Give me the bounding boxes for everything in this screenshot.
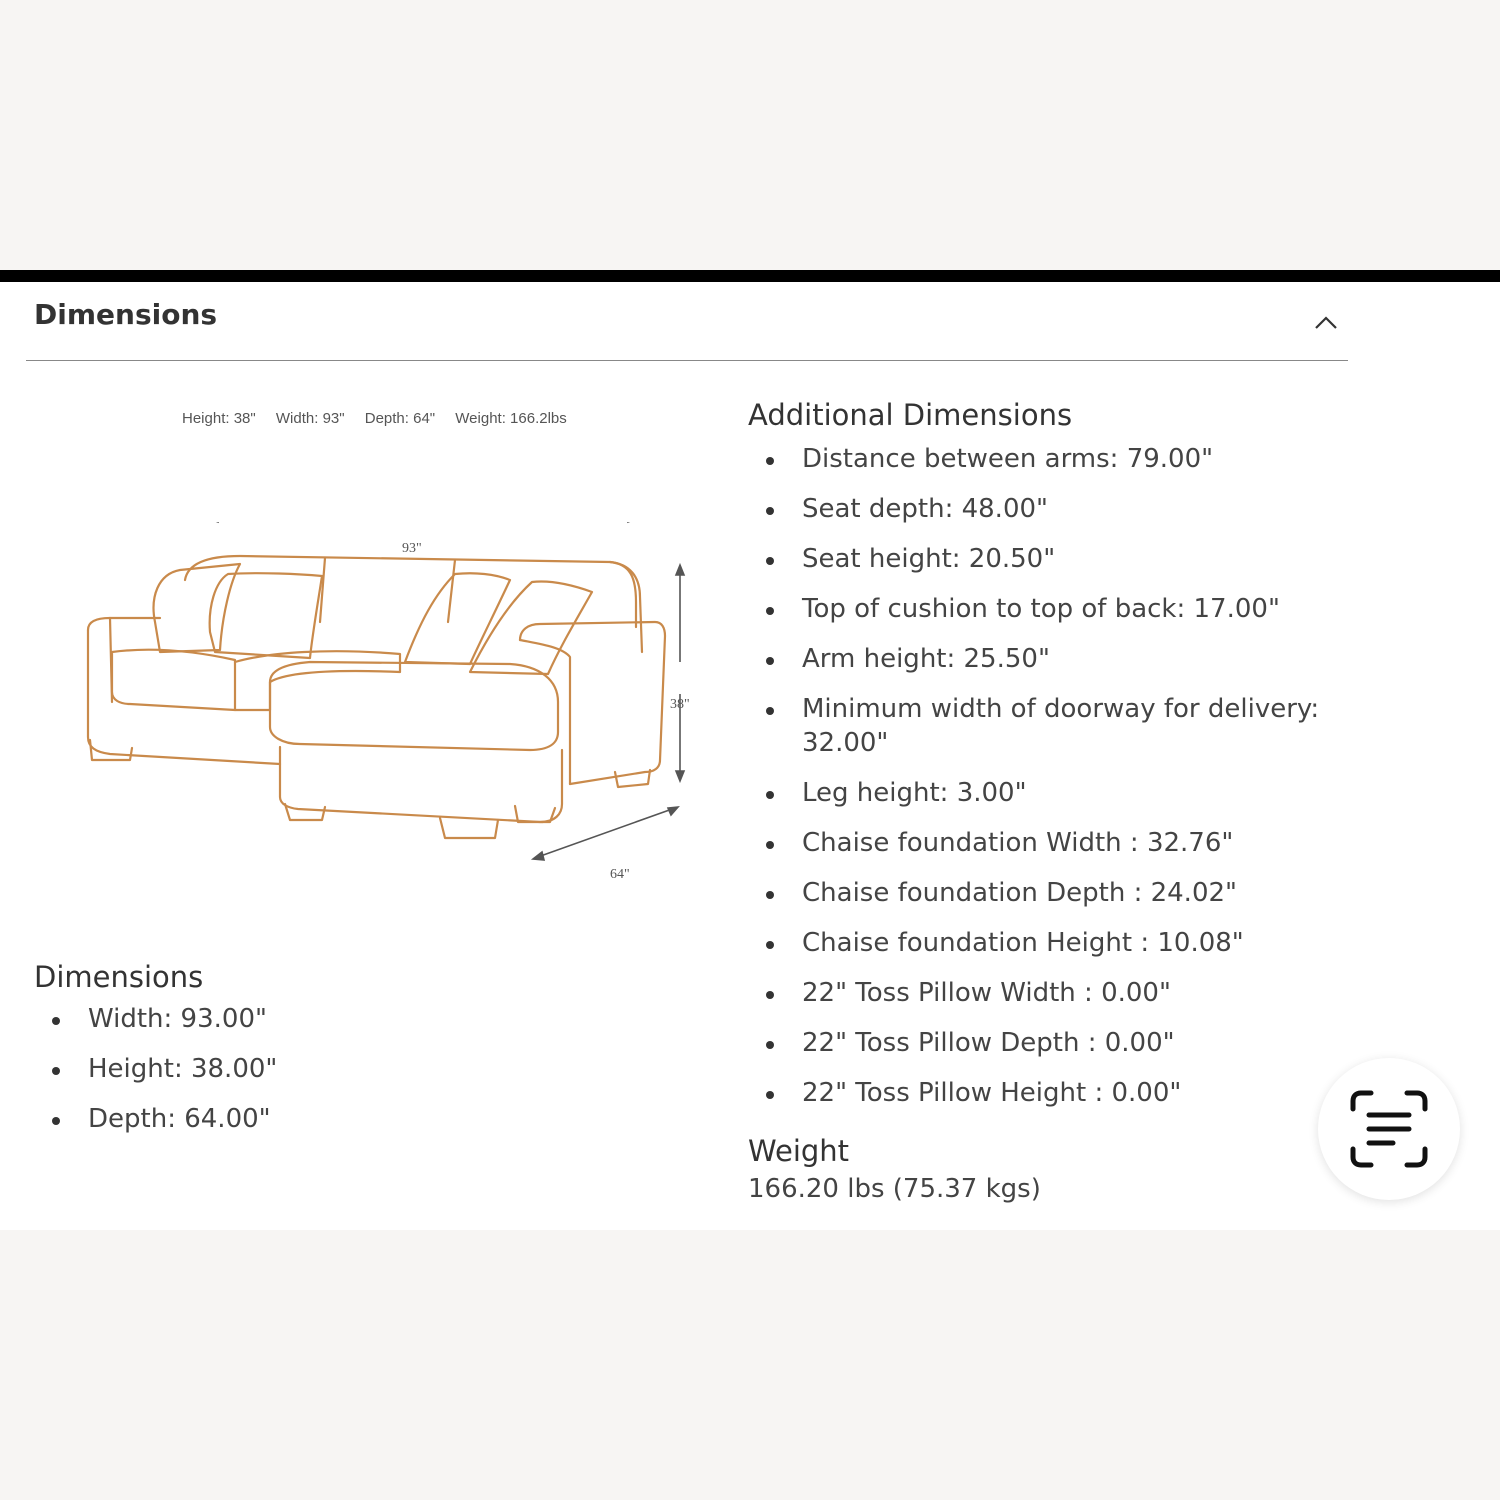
section-title: Dimensions: [34, 298, 218, 331]
collapse-button[interactable]: [1308, 304, 1344, 340]
summary-depth: Depth: 64": [364, 410, 436, 427]
list-item: Seat height: 20.50": [748, 542, 1328, 576]
summary-height: Height: 38": [182, 410, 256, 427]
list-item: Height: 38.00": [34, 1052, 277, 1086]
list-item: Depth: 64.00": [34, 1102, 277, 1136]
list-item: 22" Toss Pillow Height : 0.00": [748, 1076, 1328, 1110]
summary-width: Width: 93": [275, 410, 345, 427]
scan-text-icon: [1349, 1089, 1429, 1169]
list-item: Minimum width of doorway for delivery: 32.00": [748, 692, 1328, 760]
list-item: Chaise foundation Height : 10.08": [748, 926, 1328, 960]
list-item: Arm height: 25.50": [748, 642, 1328, 676]
list-item: Chaise foundation Depth : 24.02": [748, 876, 1328, 910]
list-item: Chaise foundation Width : 32.76": [748, 826, 1328, 860]
dimensions-accordion-header[interactable]: [26, 282, 1348, 361]
width-label: 93": [402, 541, 422, 556]
additional-dimensions-heading: Additional Dimensions: [748, 398, 1073, 432]
list-item: Width: 93.00": [34, 1002, 277, 1036]
additional-dimensions-list: [748, 442, 1328, 1126]
scan-text-button[interactable]: [1318, 1058, 1460, 1200]
sofa-dimension-labels: [70, 522, 710, 902]
chevron-up-icon: [1308, 304, 1344, 340]
dimensions-list: [34, 1002, 277, 1152]
weight-value: 166.20 lbs (75.37 kgs): [748, 1174, 1041, 1204]
list-item: 22" Toss Pillow Depth : 0.00": [748, 1026, 1328, 1060]
list-item: 22" Toss Pillow Width : 0.00": [748, 976, 1328, 1010]
list-item: Seat depth: 48.00": [748, 492, 1328, 526]
dimensions-heading: Dimensions: [34, 960, 204, 994]
dimensions-panel: [0, 270, 1500, 1230]
summary-weight: Weight: 166.2lbs: [455, 410, 567, 427]
list-item: Top of cushion to top of back: 17.00": [748, 592, 1328, 626]
depth-label: 64": [610, 867, 630, 882]
weight-heading: Weight: [748, 1134, 850, 1168]
list-item: Leg height: 3.00": [748, 776, 1328, 810]
list-item: Distance between arms: 79.00": [748, 442, 1328, 476]
height-label: 38": [670, 697, 690, 712]
diagram-summary: [182, 410, 583, 427]
